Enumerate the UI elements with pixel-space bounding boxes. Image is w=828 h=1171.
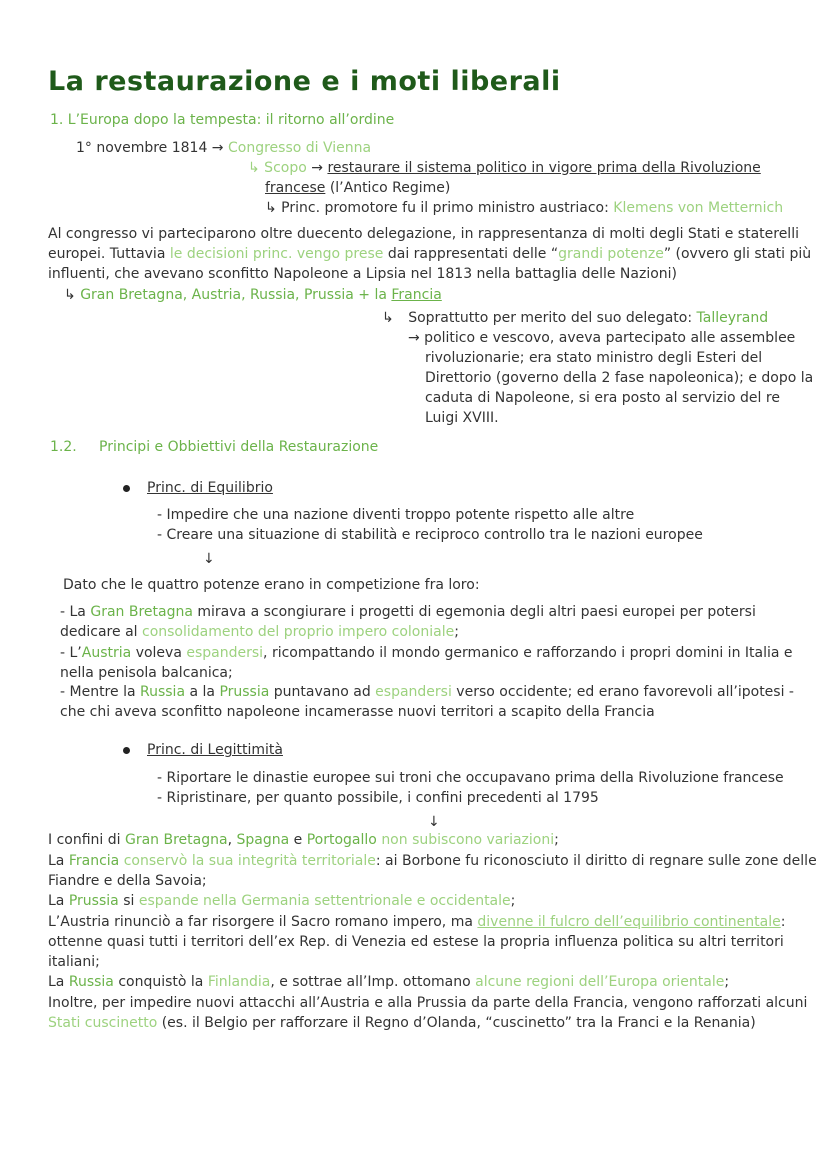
- talleyrand: Talleyrand: [696, 310, 769, 326]
- cuscinetto-line-1: Inoltre, per impedire nuovi attacchi all’Austria e alla Prussia da parte della Francia, vengono rafforzati alcuni: [48, 995, 808, 1011]
- down-arrow-icon: ↓: [203, 551, 215, 567]
- dato-line: Dato che le quattro potenze erano in competizione fra loro:: [63, 577, 480, 593]
- legittimita-point-2: - Ripristinare, per quanto possibile, i confini precedenti al 1795: [157, 790, 599, 806]
- talleyrand-desc-1: → politico e vescovo, aveva partecipato alle assemblee: [408, 330, 796, 346]
- talleyrand-desc-3: Direttorio (governo della 2 fase napoleonica); e dopo la: [425, 370, 814, 386]
- prussia-line: La Prussia si espande nella Germania settentrionale e occidentale;: [48, 893, 516, 909]
- russia-line-2: che chi aveva sconfitto napoleone incamerasse nuovi territori a scapito della Francia: [60, 704, 655, 720]
- section-1-heading: 1. L’Europa dopo la tempesta: il ritorno all’ordine: [50, 112, 395, 128]
- date-line: 1° novembre 1814 → Congresso di Vienna: [76, 140, 372, 156]
- scopo-line-2: francese (l’Antico Regime): [265, 180, 451, 196]
- down-arrow-icon: ↓: [428, 814, 440, 830]
- bullet-icon: [123, 747, 130, 754]
- austria-line-2: nella penisola balcanica;: [60, 665, 233, 681]
- congresso-vienna: Congresso di Vienna: [228, 140, 372, 156]
- austria-confini-line-2: ottenne quasi tutti i territori dell’ex Rep. di Venezia ed estese la propria influenza politica su altri territori: [48, 934, 784, 950]
- scopo-line: ↳ Scopo → restaurare il sistema politico in vigore prima della Rivoluzione: [248, 160, 761, 176]
- para1-line2: europei. Tuttavia le decisioni princ. vengo prese dai rappresentati delle “grandi potenze” (ovvero gli stati più: [48, 246, 812, 262]
- equilibrio-point-2: - Creare una situazione di stabilità e reciproco controllo tra le nazioni europee: [157, 527, 703, 543]
- talleyrand-desc-2: rivoluzionarie; era stato ministro degli Esteri del: [425, 350, 763, 366]
- austria-line-1: - L’Austria voleva espandersi, ricompattando il mondo germanico e rafforzando i propri domini in Italia e: [60, 645, 793, 661]
- gb-line-1: - La Gran Bretagna mirava a scongiurare i progetti di egemonia degli altri paesi europei per potersi: [60, 604, 756, 620]
- page-title: La restaurazione e i moti liberali: [48, 66, 561, 97]
- para1-line1: Al congresso vi parteciparono oltre duecento delegazione, in rappresentanza di molti degli Stati e staterelli: [48, 226, 799, 242]
- francia-line-1: La Francia conservò la sua integrità territoriale: ai Borbone fu riconosciuto il diritto di regnare sulle zone delle: [48, 853, 817, 869]
- equilibrio-heading: Princ. di Equilibrio: [147, 480, 273, 496]
- gb-line-2: dedicare al consolidamento del proprio impero coloniale;: [60, 624, 459, 640]
- grandi-potenze-list: ↳ Gran Bretagna, Austria, Russia, Prussia + la Francia: [64, 287, 442, 303]
- talleyrand-desc-4: caduta di Napoleone, si era posto al servizio del re: [425, 390, 780, 406]
- talleyrand-line: ↳ Soprattutto per merito del suo delegato: Talleyrand: [382, 310, 769, 326]
- cuscinetto-line-2: Stati cuscinetto (es. il Belgio per rafforzare il Regno d’Olanda, “cuscinetto” tra la Franci e la Renania): [48, 1015, 756, 1031]
- legittimita-heading: Princ. di Legittimità: [147, 742, 283, 758]
- russia-line-1: - Mentre la Russia a la Prussia puntavano ad espandersi verso occidente; ed erano favorevoli all’ipotesi -: [60, 684, 794, 700]
- russia-confini-line: La Russia conquistò la Finlandia, e sottrae all’Imp. ottomano alcune regioni dell’Europa orientale;: [48, 974, 730, 990]
- para1-line3: influenti, che avevano sconfitto Napoleone a Lipsia nel 1813 nella battaglia delle Nazioni): [48, 266, 677, 282]
- section-12-number: 1.2.: [50, 439, 77, 455]
- metternich: Klemens von Metternich: [613, 200, 784, 216]
- austria-confini-line-3: italiani;: [48, 954, 100, 970]
- confini-line-1: I confini di Gran Bretagna, Spagna e Portogallo non subiscono variazioni;: [48, 832, 559, 848]
- equilibrio-point-1: - Impedire che una nazione diventi troppo potente rispetto alle altre: [157, 507, 635, 523]
- francia-line-2: Fiandre e della Savoia;: [48, 873, 207, 889]
- bullet-icon: [123, 485, 130, 492]
- promotore-line: ↳ Princ. promotore fu il primo ministro austriaco: Klemens von Metternich: [265, 200, 784, 216]
- section-12-heading: Principi e Obbiettivi della Restaurazione: [99, 439, 379, 455]
- austria-confini-line-1: L’Austria rinunciò a far risorgere il Sacro romano impero, ma divenne il fulcro dell’equilibrio continentale:: [48, 914, 786, 930]
- legittimita-point-1: - Riportare le dinastie europee sui troni che occupavano prima della Rivoluzione francese: [157, 770, 784, 786]
- talleyrand-desc-5: Luigi XVIII.: [425, 410, 499, 426]
